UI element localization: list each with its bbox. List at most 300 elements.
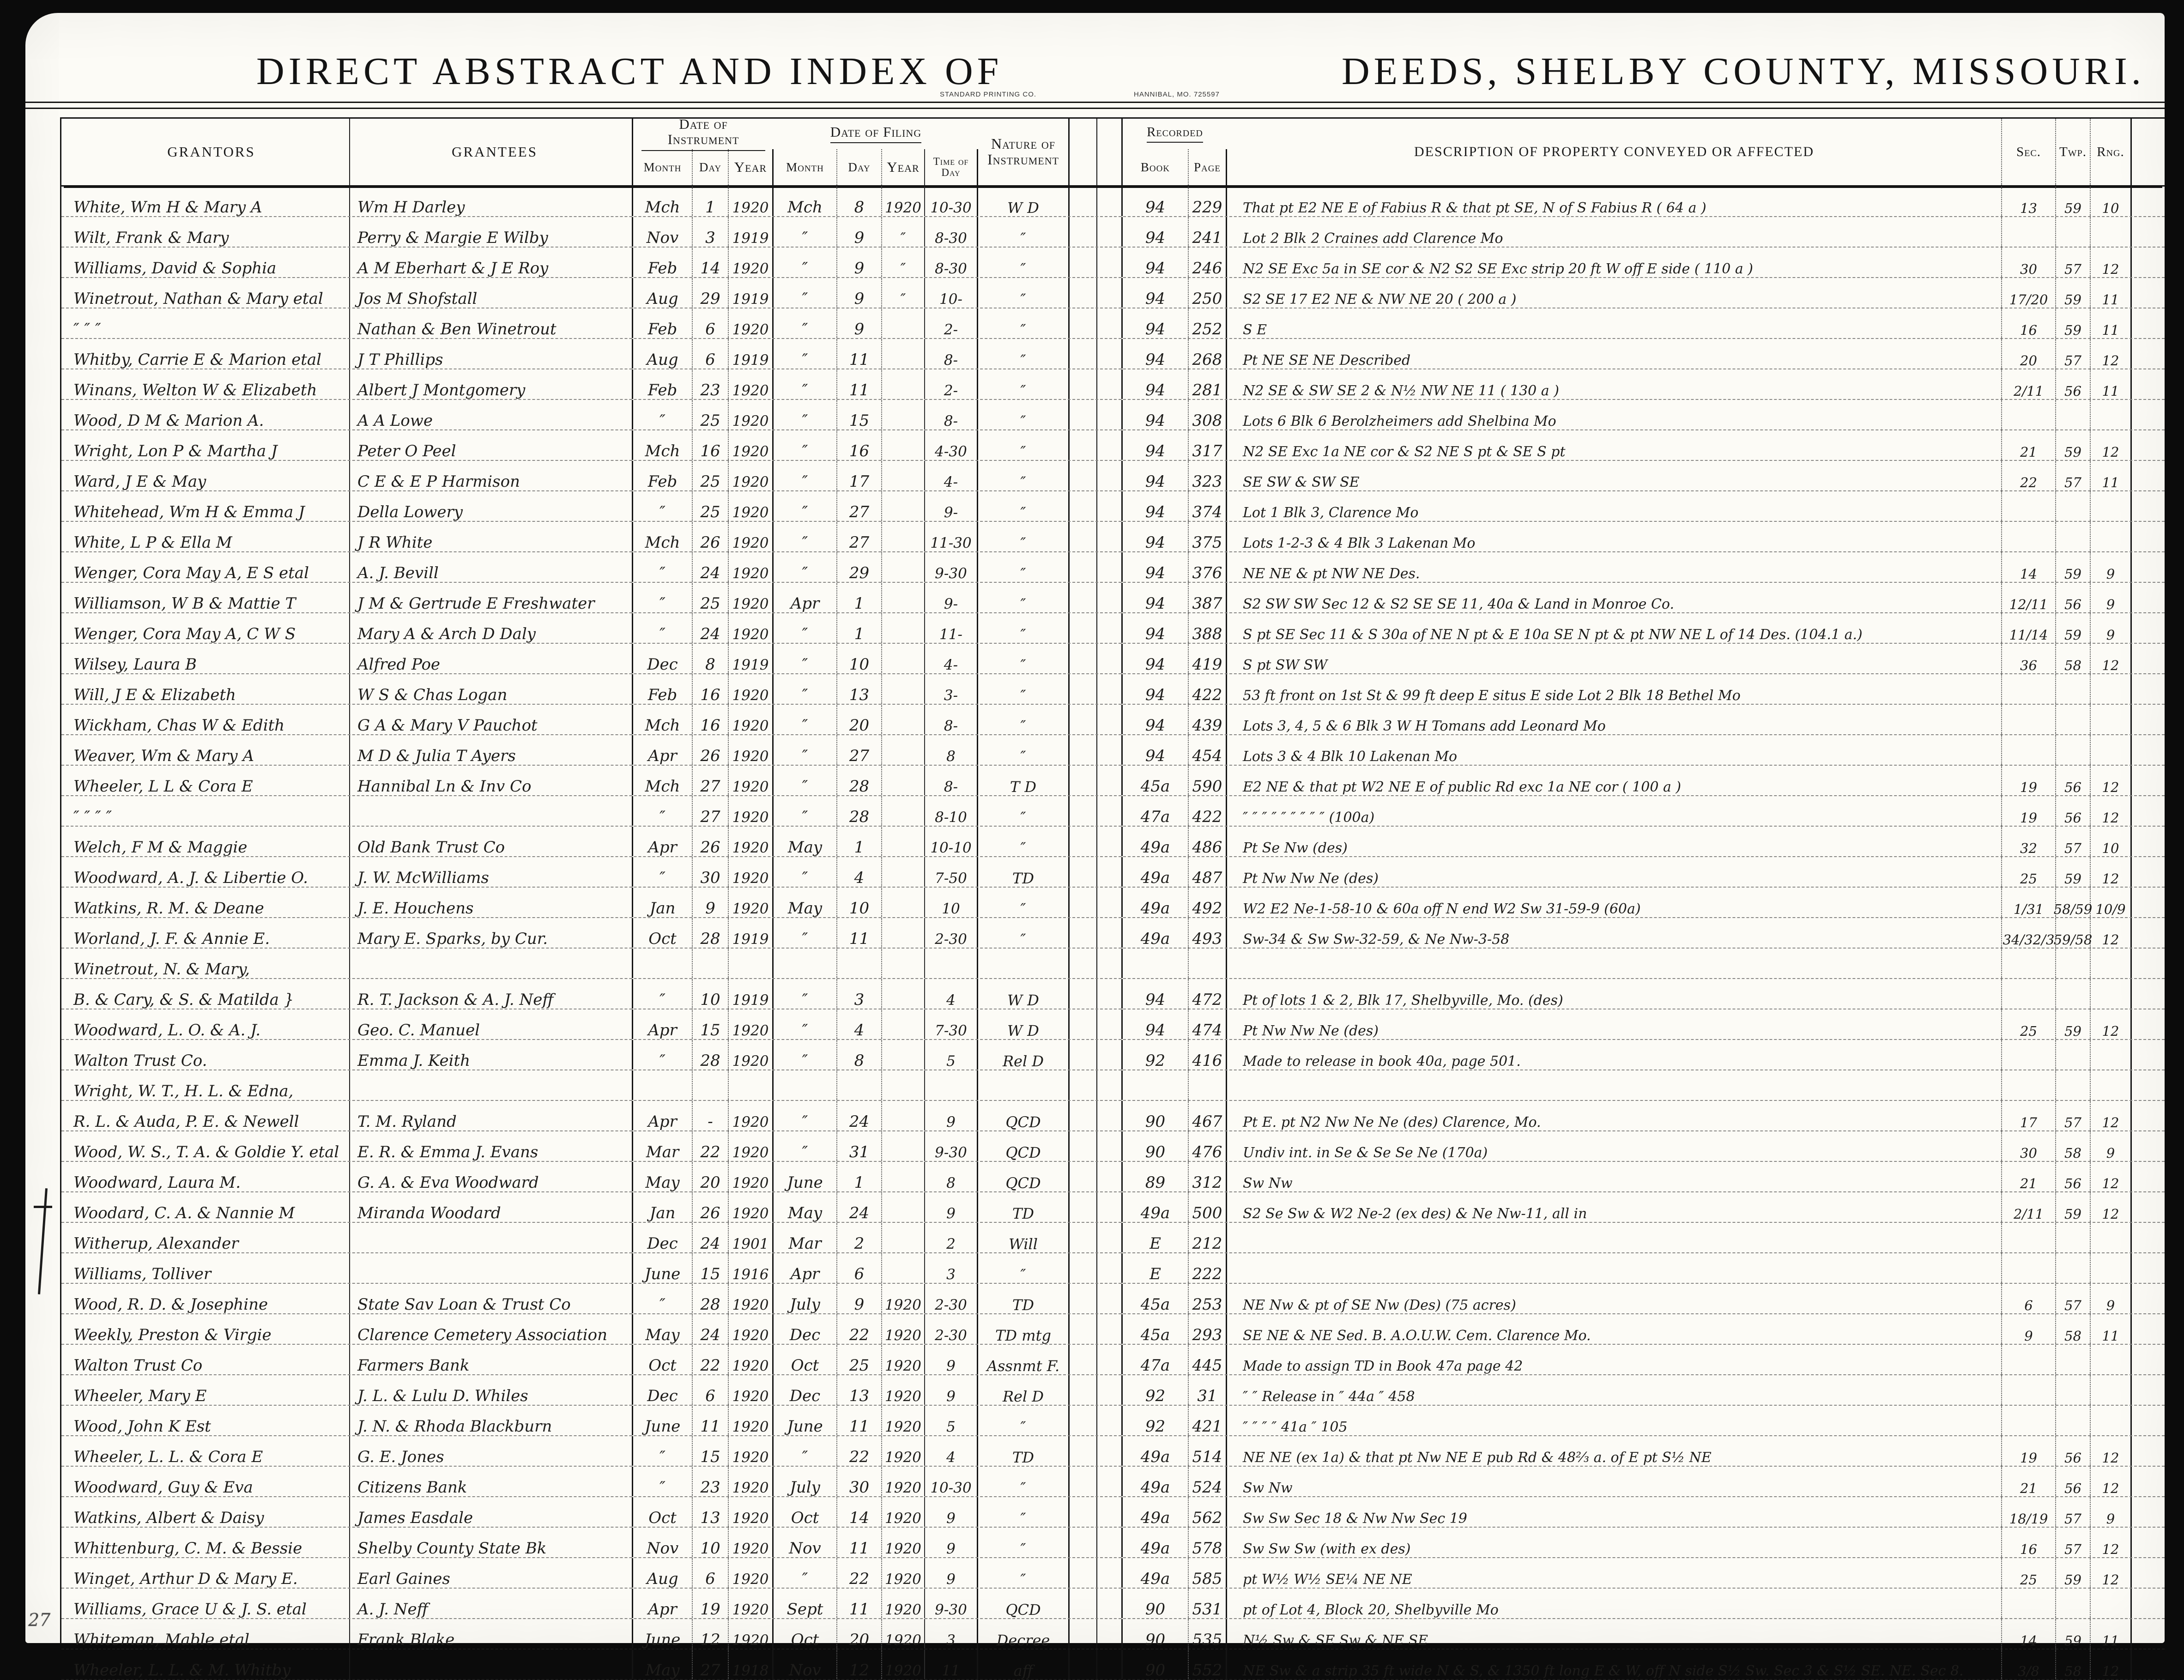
grantees-cell: Hannibal Ln & Inv Co [350, 766, 633, 795]
table-row [61, 1589, 2165, 1619]
table-row [61, 979, 2165, 1009]
time-of-day-cell: 5 [925, 1040, 978, 1070]
instrument-month-cell: Feb [633, 674, 693, 704]
filing-month-cell [774, 949, 837, 978]
grantees-cell: Old Bank Trust Co [350, 827, 633, 856]
instrument-month-cell: ″ [633, 979, 693, 1009]
grantees-cell: Della Lowery [350, 491, 633, 521]
gutter-cell [1097, 430, 1123, 460]
gutter-cell [1070, 1284, 1097, 1313]
page-cell: 323 [1189, 461, 1227, 490]
twp-cell: 56 [2056, 766, 2091, 795]
time-of-day-cell: 8-10 [925, 796, 978, 826]
book-cell: 92 [1123, 1406, 1189, 1435]
grantors-cell: Wood, John K Est [61, 1406, 350, 1435]
nature-cell: ″ [978, 827, 1070, 856]
gutter-cell [1070, 796, 1097, 826]
gutter-cell [1070, 1101, 1097, 1130]
time-of-day-cell: 2- [925, 308, 978, 338]
time-of-day-cell: 8- [925, 339, 978, 369]
instrument-year-cell: 1920 [729, 1436, 774, 1466]
nature-cell: Assnmt F. [978, 1345, 1070, 1374]
trailing-blank-cell [2132, 400, 2165, 429]
rng-cell [2091, 217, 2132, 247]
description-cell: E2 NE & that pt W2 NE E of public Rd exc 1a NE cor ( 100 a ) [1227, 766, 2002, 795]
description-cell: NE Nw & pt of SE Nw (Des) (75 acres) [1227, 1284, 2002, 1313]
gutter-cell [1097, 400, 1123, 429]
filing-month-cell: ″ [774, 1436, 837, 1466]
gutter-cell [1070, 461, 1097, 490]
table-row [61, 400, 2165, 430]
filing-year-cell: 1920 [882, 1314, 925, 1344]
sec-cell: 21 [2002, 430, 2056, 460]
gutter-cell [1070, 857, 1097, 887]
filing-year-cell: 1920 [882, 1345, 925, 1374]
description-cell: N2 SE Exc 1a NE cor & S2 NE S pt & SE S pt [1227, 430, 2002, 460]
instrument-year-cell: 1920 [729, 1162, 774, 1191]
table-row [61, 1375, 2165, 1406]
gutter-cell [1070, 1589, 1097, 1618]
trailing-blank-cell [2132, 613, 2165, 643]
nature-cell: TD mtg [978, 1314, 1070, 1344]
sec-cell: 21 [2002, 1467, 2056, 1496]
grantees-cell: R. T. Jackson & A. J. Neff [350, 979, 633, 1009]
twp-cell: 58 [2056, 1314, 2091, 1344]
gutter-cell [1070, 1650, 1097, 1679]
twp-cell [2056, 1345, 2091, 1374]
page-cell: 590 [1189, 766, 1227, 795]
instrument-month-cell: ″ [633, 796, 693, 826]
sec-cell: 36 [2002, 644, 2056, 673]
filing-day-cell: 9 [837, 308, 882, 338]
description-cell: SE NE & NE Sed. B. A.O.U.W. Cem. Clarence Mo. [1227, 1314, 2002, 1344]
time-of-day-cell: 8- [925, 400, 978, 429]
filing-year-cell [882, 1101, 925, 1130]
filing-day-cell: 28 [837, 766, 882, 795]
grantees-cell: J. L. & Lulu D. Whiles [350, 1375, 633, 1405]
grantees-cell [350, 1070, 633, 1100]
table-row [61, 278, 2165, 308]
page-cell: 552 [1189, 1650, 1227, 1679]
rng-cell [2091, 1040, 2132, 1070]
sec-cell [2002, 735, 2056, 765]
sec-cell: 16 [2002, 308, 2056, 338]
printer-mark-left: STANDARD PRINTING CO. [940, 91, 1037, 98]
gutter-cell [1097, 278, 1123, 308]
filing-month-cell [774, 1070, 837, 1100]
table-row [61, 1406, 2165, 1436]
gutter-cell [1070, 278, 1097, 308]
gutter-cell [1097, 1009, 1123, 1039]
rng-cell: 12 [2091, 1101, 2132, 1130]
filing-month-cell: July [774, 1284, 837, 1313]
filing-day-cell: 4 [837, 1009, 882, 1039]
instrument-day-cell: 30 [693, 857, 729, 887]
time-of-day-cell: 2-30 [925, 1284, 978, 1313]
table-row [61, 888, 2165, 918]
trailing-blank-cell [2132, 705, 2165, 734]
filing-year-cell [882, 339, 925, 369]
instrument-day-cell: 6 [693, 1558, 729, 1588]
grantors-cell: Williams, Tolliver [61, 1253, 350, 1283]
sec-cell [2002, 1406, 2056, 1435]
description-cell: Pt NE SE NE Described [1227, 339, 2002, 369]
grantors-cell: ″ ″ ″ ″ [61, 796, 350, 826]
gutter-cell [1070, 1131, 1097, 1161]
instrument-day-cell: 19 [693, 1589, 729, 1618]
filing-month-cell: ″ [774, 674, 837, 704]
filing-month-cell: ″ [774, 857, 837, 887]
instrument-day-cell: 25 [693, 491, 729, 521]
grantors-cell: Woodard, C. A. & Nannie M [61, 1192, 350, 1222]
gutter-cell [1070, 369, 1097, 399]
instrument-month-cell: Aug [633, 339, 693, 369]
time-of-day-cell [925, 949, 978, 978]
filing-day-cell: 1 [837, 613, 882, 643]
book-cell: 47a [1123, 1345, 1189, 1374]
sec-cell [2002, 217, 2056, 247]
twp-cell: 56 [2056, 583, 2091, 612]
filing-day-cell: 28 [837, 796, 882, 826]
time-of-day-cell: 9 [925, 1345, 978, 1374]
instrument-day-cell: 27 [693, 1650, 729, 1679]
instrument-day-cell: 28 [693, 1040, 729, 1070]
book-cell: 94 [1123, 461, 1189, 490]
filing-day-cell: 25 [837, 1345, 882, 1374]
filing-month-cell: Apr [774, 583, 837, 612]
gutter-cell [1070, 918, 1097, 948]
trailing-blank-cell [2132, 644, 2165, 673]
instrument-month-cell: Feb [633, 369, 693, 399]
grantees-cell: Citizens Bank [350, 1467, 633, 1496]
grantees-cell: A. J. Neff [350, 1589, 633, 1618]
rng-cell [2091, 1070, 2132, 1100]
rng-cell: 11 [2091, 278, 2132, 308]
page-cell: 374 [1189, 491, 1227, 521]
filing-month-cell: ″ [774, 1558, 837, 1588]
twp-cell: 56 [2056, 369, 2091, 399]
time-of-day-cell: 9 [925, 1528, 978, 1557]
trailing-blank-cell [2132, 1101, 2165, 1130]
col-header-twp: Twp. [2056, 119, 2091, 185]
time-of-day-cell: 9 [925, 1558, 978, 1588]
grantors-cell: Watkins, R. M. & Deane [61, 888, 350, 917]
grantees-cell: James Easdale [350, 1497, 633, 1527]
filing-year-cell [882, 766, 925, 795]
instrument-month-cell: Mch [633, 705, 693, 734]
grantees-cell: J. W. McWilliams [350, 857, 633, 887]
table-row [61, 1253, 2165, 1284]
book-cell: 90 [1123, 1650, 1189, 1679]
trailing-blank-cell [2132, 1528, 2165, 1557]
table-row [61, 1467, 2165, 1497]
book-cell: 94 [1123, 979, 1189, 1009]
page-cell: 31 [1189, 1375, 1227, 1405]
filing-day-cell: 11 [837, 1406, 882, 1435]
book-cell: 94 [1123, 308, 1189, 338]
instrument-day-cell: 8 [693, 644, 729, 673]
table-row [61, 1528, 2165, 1558]
instrument-day-cell: 26 [693, 827, 729, 856]
instrument-day-cell: 25 [693, 583, 729, 612]
book-cell: 49a [1123, 1467, 1189, 1496]
twp-cell [2056, 1589, 2091, 1618]
sec-cell [2002, 1589, 2056, 1618]
grantors-cell: Watkins, Albert & Daisy [61, 1497, 350, 1527]
instrument-day-cell: 25 [693, 461, 729, 490]
nature-cell: ″ [978, 1497, 1070, 1527]
filing-day-cell: 10 [837, 644, 882, 673]
instrument-year-cell: 1920 [729, 522, 774, 551]
instrument-month-cell: May [633, 1162, 693, 1191]
grantees-cell: Shelby County State Bk [350, 1528, 633, 1557]
instrument-month-cell: Mch [633, 430, 693, 460]
grantors-cell: Woodward, A. J. & Libertie O. [61, 857, 350, 887]
nature-cell [978, 949, 1070, 978]
twp-cell: 59 [2056, 1009, 2091, 1039]
col-header-page: Page [1189, 149, 1227, 185]
nature-cell: ″ [978, 369, 1070, 399]
gutter-cell [1097, 1558, 1123, 1588]
nature-cell: ″ [978, 705, 1070, 734]
gutter-cell [1070, 1619, 1097, 1649]
gutter-cell [1097, 1436, 1123, 1466]
table-row [61, 705, 2165, 735]
rng-cell: 11 [2091, 1619, 2132, 1649]
gutter-cell [1070, 339, 1097, 369]
rng-cell: 12 [2091, 430, 2132, 460]
grantors-cell: Wood, R. D. & Josephine [61, 1284, 350, 1313]
gutter-cell [1097, 1223, 1123, 1252]
table-header [61, 116, 2165, 187]
instrument-month-cell: Oct [633, 1345, 693, 1374]
page-cell: 250 [1189, 278, 1227, 308]
rng-cell: 9 [2091, 583, 2132, 612]
instrument-year-cell: 1920 [729, 1314, 774, 1344]
instrument-day-cell: 10 [693, 979, 729, 1009]
description-cell: N2 SE & SW SE 2 & N½ NW NE 11 ( 130 a ) [1227, 369, 2002, 399]
grantees-cell: Nathan & Ben Winetrout [350, 308, 633, 338]
sec-cell: 18/19 [2002, 1497, 2056, 1527]
table-row [61, 644, 2165, 674]
instrument-day-cell: 10 [693, 1528, 729, 1557]
instrument-year-cell: 1920 [729, 1375, 774, 1405]
filing-month-cell: ″ [774, 979, 837, 1009]
time-of-day-cell: 10-30 [925, 187, 978, 216]
horizontal-rule [25, 102, 2165, 103]
gutter-cell [1070, 674, 1097, 704]
instrument-month-cell: June [633, 1619, 693, 1649]
filing-day-cell: 1 [837, 1162, 882, 1191]
gutter-cell [1097, 217, 1123, 247]
gutter-cell [1097, 766, 1123, 795]
time-of-day-cell: 9- [925, 583, 978, 612]
nature-cell: ″ [978, 613, 1070, 643]
filing-year-cell: 1920 [882, 1497, 925, 1527]
gutter-cell [1070, 613, 1097, 643]
instrument-year-cell: 1920 [729, 1345, 774, 1374]
sec-cell: 22 [2002, 461, 2056, 490]
filing-year-cell [882, 491, 925, 521]
sec-cell: 3/8 [2002, 1650, 2056, 1679]
nature-cell: ″ [978, 583, 1070, 612]
nature-cell: ″ [978, 248, 1070, 277]
filing-month-cell: ″ [774, 339, 837, 369]
rng-cell: 12 [2091, 1436, 2132, 1466]
filing-month-cell: Apr [774, 1253, 837, 1283]
rng-cell: 12 [2091, 1009, 2132, 1039]
filing-year-cell: 1920 [882, 1528, 925, 1557]
rng-cell [2091, 705, 2132, 734]
filing-month-cell: Oct [774, 1497, 837, 1527]
instrument-year-cell: 1920 [729, 1497, 774, 1527]
twp-cell: 59 [2056, 857, 2091, 887]
twp-cell [2056, 522, 2091, 551]
gutter-column [1097, 119, 1123, 185]
filing-month-cell: Dec [774, 1314, 837, 1344]
instrument-month-cell: Dec [633, 1223, 693, 1252]
instrument-month-cell: Apr [633, 1009, 693, 1039]
rng-cell: 12 [2091, 918, 2132, 948]
table-row [61, 735, 2165, 766]
grantors-cell: Williamson, W B & Mattie T [61, 583, 350, 612]
time-of-day-cell: 9 [925, 1497, 978, 1527]
page-cell: 229 [1189, 187, 1227, 216]
trailing-blank-cell [2132, 1223, 2165, 1252]
page-cell: 253 [1189, 1284, 1227, 1313]
time-of-day-cell: 2- [925, 369, 978, 399]
filing-month-cell: ″ [774, 552, 837, 582]
filing-month-cell: ″ [774, 400, 837, 429]
grantees-cell: A M Eberhart & J E Roy [350, 248, 633, 277]
filing-year-cell [882, 1009, 925, 1039]
twp-cell: 58 [2056, 1131, 2091, 1161]
book-cell: E [1123, 1253, 1189, 1283]
grantors-cell: Wenger, Cora May A, E S etal [61, 552, 350, 582]
filing-day-cell: 13 [837, 674, 882, 704]
nature-cell: W D [978, 979, 1070, 1009]
instrument-month-cell: ″ [633, 857, 693, 887]
page-cell: 467 [1189, 1101, 1227, 1130]
time-of-day-cell: 8-30 [925, 217, 978, 247]
filing-day-cell: 24 [837, 1192, 882, 1222]
rng-cell [2091, 1406, 2132, 1435]
nature-cell: ″ [978, 461, 1070, 490]
grantors-cell: White, Wm H & Mary A [61, 187, 350, 216]
gutter-cell [1097, 735, 1123, 765]
sec-cell: 13 [2002, 187, 2056, 216]
nature-cell: QCD [978, 1101, 1070, 1130]
time-of-day-cell: 7-30 [925, 1009, 978, 1039]
gutter-cell [1070, 1192, 1097, 1222]
description-cell: NE Sw & a strip 35 ft wide N & S, & 1350 ft long E & W, off N side S½ Sw. Sec 3 & S½ SE. NE. Sec 8. [1227, 1650, 2002, 1679]
instrument-year-cell: 1919 [729, 217, 774, 247]
nature-cell: Rel D [978, 1040, 1070, 1070]
twp-cell: 58 [2056, 1650, 2091, 1679]
filing-day-cell: 6 [837, 1253, 882, 1283]
instrument-day-cell: 26 [693, 735, 729, 765]
instrument-month-cell: ″ [633, 1040, 693, 1070]
col-header-date-of-instrument: Date of Instrument [641, 117, 765, 151]
gutter-cell [1070, 248, 1097, 277]
sec-cell: 17 [2002, 1101, 2056, 1130]
instrument-month-cell: Nov [633, 1528, 693, 1557]
trailing-blank-cell [2132, 1009, 2165, 1039]
filing-year-cell: ″ [882, 278, 925, 308]
rng-cell: 10 [2091, 827, 2132, 856]
filing-month-cell: ″ [774, 248, 837, 277]
filing-year-cell [882, 735, 925, 765]
instrument-month-cell: ″ [633, 1467, 693, 1496]
grantees-cell: Clarence Cemetery Association [350, 1314, 633, 1344]
rng-cell: 12 [2091, 1467, 2132, 1496]
sec-cell: 14 [2002, 1619, 2056, 1649]
trailing-blank-cell [2132, 796, 2165, 826]
table-row [61, 918, 2165, 949]
nature-cell: ″ [978, 522, 1070, 551]
grantees-cell [350, 796, 633, 826]
description-cell [1227, 1070, 2002, 1100]
filing-year-cell [882, 1070, 925, 1100]
grantors-cell: Will, J E & Elizabeth [61, 674, 350, 704]
rng-cell: 11 [2091, 308, 2132, 338]
printer-mark-right: HANNIBAL, MO. 725597 [1134, 91, 1220, 98]
time-of-day-cell: 11 [925, 1650, 978, 1679]
filing-month-cell: ″ [774, 430, 837, 460]
table-row [61, 552, 2165, 583]
gutter-cell [1070, 1406, 1097, 1435]
instrument-month-cell: Aug [633, 278, 693, 308]
sec-cell: 30 [2002, 248, 2056, 277]
instrument-day-cell: 23 [693, 369, 729, 399]
rng-cell [2091, 1223, 2132, 1252]
grantees-cell: J T Phillips [350, 339, 633, 369]
filing-month-cell: ″ [774, 766, 837, 795]
page-cell: 293 [1189, 1314, 1227, 1344]
instrument-year-cell: 1920 [729, 1040, 774, 1070]
page-cell: 524 [1189, 1467, 1227, 1496]
filing-year-cell [882, 888, 925, 917]
grantors-cell: Wenger, Cora May A, C W S [61, 613, 350, 643]
twp-cell [2056, 491, 2091, 521]
twp-cell: 59 [2056, 613, 2091, 643]
trailing-blank-cell [2132, 461, 2165, 490]
filing-day-cell: 16 [837, 430, 882, 460]
filing-day-cell: 11 [837, 918, 882, 948]
grantees-cell: Peter O Peel [350, 430, 633, 460]
filing-month-cell: July [774, 1467, 837, 1496]
instrument-year-cell: 1920 [729, 1192, 774, 1222]
sec-cell: 21 [2002, 1162, 2056, 1191]
col-header-grantees: GRANTEES [350, 119, 633, 185]
filing-month-cell: May [774, 1192, 837, 1222]
description-cell: Made to assign TD in Book 47a page 42 [1227, 1345, 2002, 1374]
sec-cell: 19 [2002, 796, 2056, 826]
filing-month-cell: ″ [774, 369, 837, 399]
trailing-blank-cell [2132, 918, 2165, 948]
gutter-cell [1097, 1650, 1123, 1679]
page-cell: 531 [1189, 1589, 1227, 1618]
gutter-cell [1070, 1497, 1097, 1527]
instrument-month-cell: ″ [633, 613, 693, 643]
page-cell: 445 [1189, 1345, 1227, 1374]
table-row [61, 522, 2165, 552]
description-cell: Made to release in book 40a, page 501. [1227, 1040, 2002, 1070]
filing-day-cell: 27 [837, 735, 882, 765]
twp-cell [2056, 400, 2091, 429]
time-of-day-cell: 8-30 [925, 248, 978, 277]
filing-month-cell: ″ [774, 1040, 837, 1070]
